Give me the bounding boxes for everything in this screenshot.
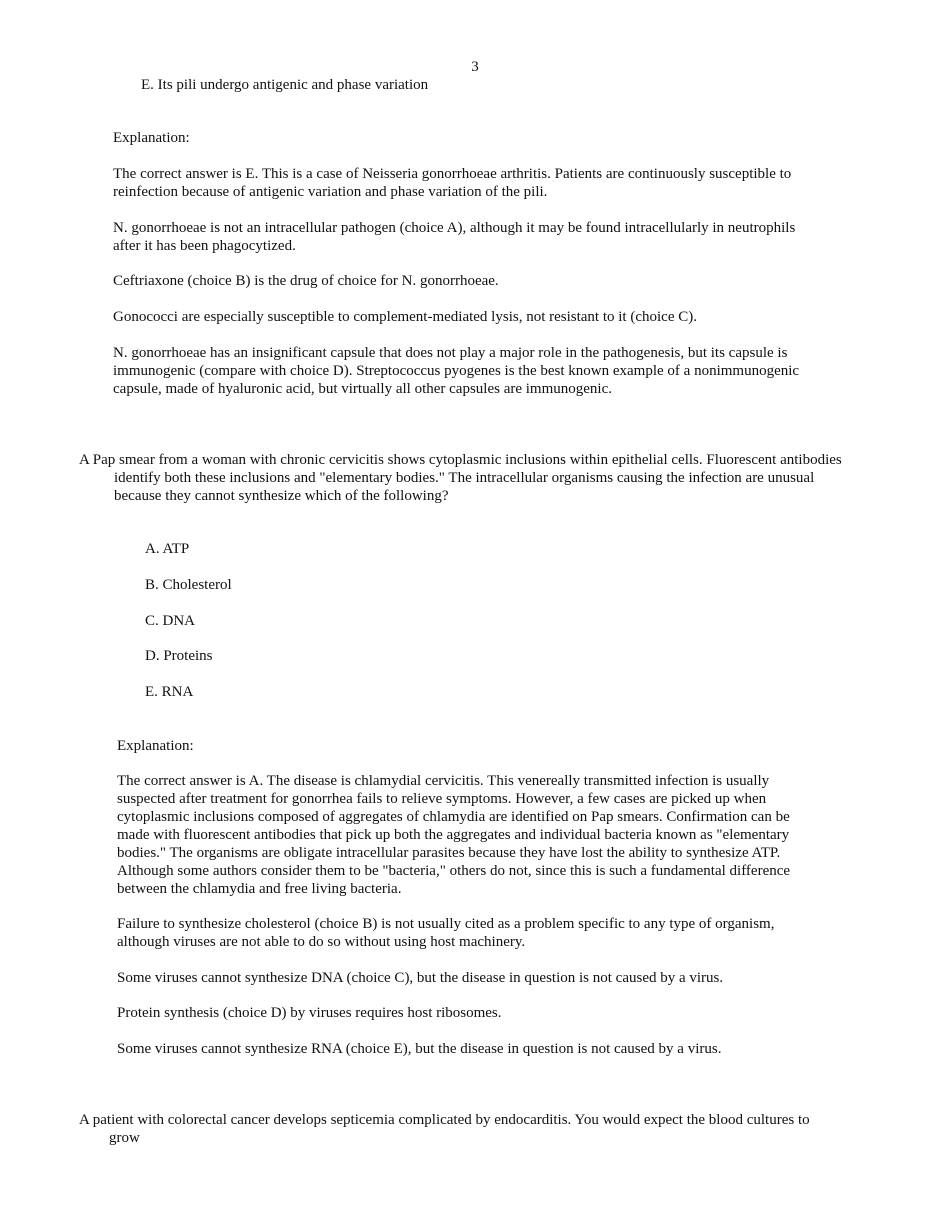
explanation-paragraph: N. gonorrhoeae is not an intracellular pathogen (choice A), although it may be found intracellularly in neutrophils after it has been phagocytized.	[113, 220, 796, 254]
previous-question-choice-e: E. Its pili undergo antigenic and phase variation	[141, 77, 429, 93]
explanation-paragraph: Protein synthesis (choice D) by viruses requires host ribosomes.	[117, 1005, 502, 1021]
question-stem: A patient with colorectal cancer develops septicemia complicated by endocarditis. You would expect the blood cultures to grow	[79, 1112, 810, 1146]
explanation-paragraph: The correct answer is A. The disease is chlamydial cervicitis. This venereally transmitted infection is usually suspected after treatment for gonorrhea fails to relieve symptoms. However, a few cases are picked up when cytoplasmic inclusions composed of aggregates of chlamydia are identified on Pap smears. Confirmation can be made with fluorescent antibodies that pick up both the aggregates and individual bacteria known as "elementary bodies." The organisms are obligate intracellular parasites because they have lost the ability to synthesize ATP. Although some authors consider them to be "bacteria," others do not, since this is such a fundamental difference between the chlamydia and free living bacteria.	[117, 773, 791, 897]
answer-choice-d: D. Proteins	[145, 648, 213, 664]
explanation-paragraph: Some viruses cannot synthesize DNA (choice C), but the disease in question is not caused by a virus.	[117, 970, 724, 986]
explanation-paragraph: The correct answer is E. This is a case of Neisseria gonorrhoeae arthritis. Patients are continuously susceptible to reinfection because of antigenic variation and phase variation of the pili.	[113, 166, 792, 200]
question-stem: A Pap smear from a woman with chronic cervicitis shows cytoplasmic inclusions within epithelial cells. Fluorescent antibodies identify both these inclusions and "elementary bodies." The intracellular organisms causing the infection are unusual because they cannot synthesize which of the following?	[79, 452, 842, 504]
explanation-paragraph: Some viruses cannot synthesize RNA (choice E), but the disease in question is not caused by a virus.	[117, 1041, 722, 1057]
explanation-paragraph: Gonococci are especially susceptible to complement-mediated lysis, not resistant to it (choice C).	[113, 309, 697, 325]
explanation-paragraph: N. gonorrhoeae has an insignificant capsule that does not play a major role in the pathogenesis, but its capsule is immunogenic (compare with choice D). Streptococcus pyogenes is the best known example of a nonimmunogenic capsule, made of hyaluronic acid, but virtually all other capsules are immunogenic.	[113, 345, 800, 397]
answer-choice-c: C. DNA	[145, 613, 196, 629]
page-number: 3	[471, 59, 479, 75]
explanation-paragraph: Ceftriaxone (choice B) is the drug of choice for N. gonorrhoeae.	[113, 273, 499, 289]
explanation-paragraph: Failure to synthesize cholesterol (choice B) is not usually cited as a problem specific to any type of organism, although viruses are not able to do so without using host machinery.	[117, 916, 775, 950]
answer-choice-b: B. Cholesterol	[145, 577, 232, 593]
explanation-heading: Explanation:	[113, 130, 190, 146]
answer-choice-e: E. RNA	[145, 684, 194, 700]
answer-choice-a: A. ATP	[145, 541, 190, 557]
explanation-heading: Explanation:	[117, 738, 194, 754]
